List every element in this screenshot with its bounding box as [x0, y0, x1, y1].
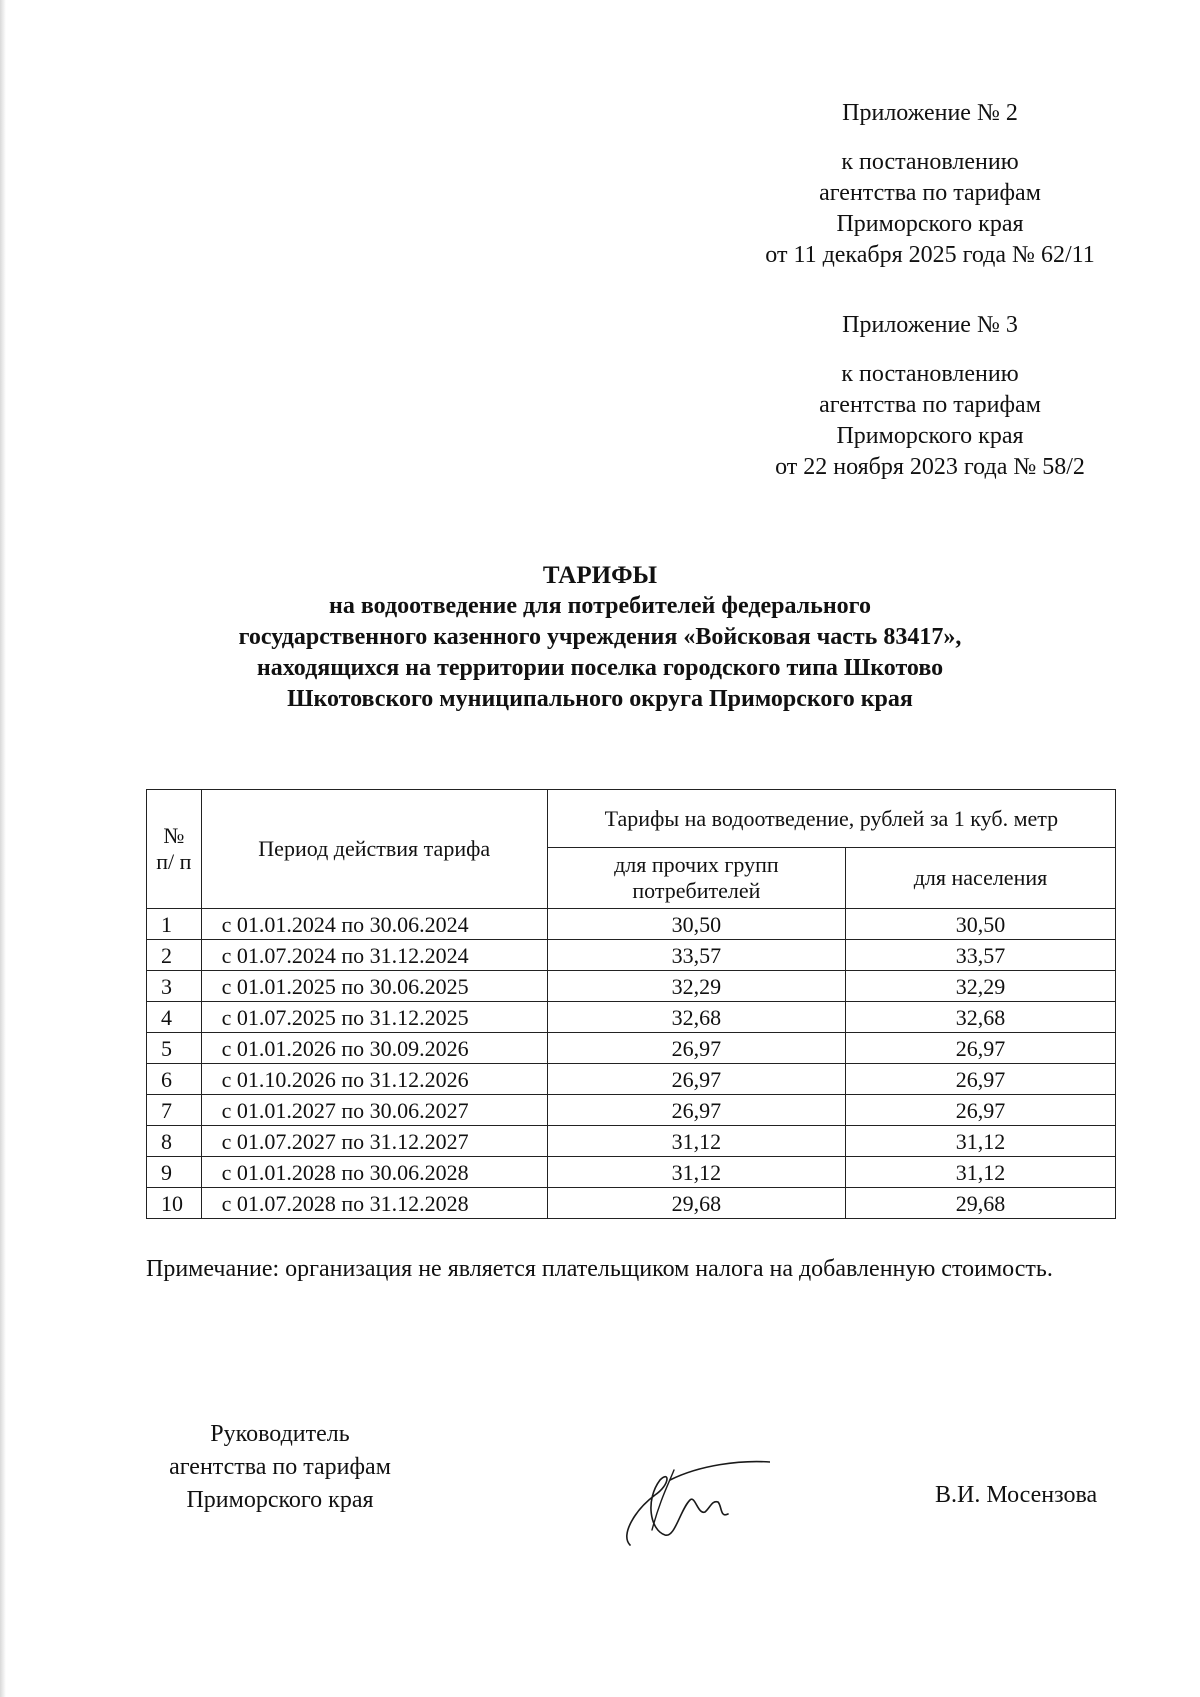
table-row	[147, 1188, 1116, 1219]
row-period-cell: с 01.10.2026 по 31.12.2026	[201, 1064, 547, 1095]
row-population-tariff-cell: 32,29	[845, 971, 1115, 1002]
row-period-cell: с 01.07.2027 по 31.12.2027	[201, 1126, 547, 1157]
table-row	[147, 940, 1116, 971]
row-population-tariff-cell: 31,12	[845, 1126, 1115, 1157]
row-number-cell: 6	[147, 1064, 202, 1095]
appendix-2-line: агентства по тарифам	[819, 180, 1041, 206]
row-number-cell: 2	[147, 940, 202, 971]
appendix-3-line: агентства по тарифам	[819, 392, 1041, 418]
heading-line: государственного казенного учреждения «Войсковая часть 83417»,	[238, 624, 962, 650]
scan-edge-shadow	[0, 0, 6, 1697]
row-number-cell: 7	[147, 1095, 202, 1126]
tariffs-table	[146, 789, 1116, 1219]
handwritten-signature-icon	[610, 1440, 770, 1560]
row-other-tariff-cell: 26,97	[547, 1095, 845, 1126]
table-body	[147, 909, 1116, 1219]
appendix-2-line: от 11 декабря 2025 года № 62/11	[765, 242, 1095, 268]
appendix-3-line: Приморского края	[836, 423, 1024, 449]
row-population-tariff-cell: 30,50	[845, 909, 1115, 940]
row-other-tariff-cell: 33,57	[547, 940, 845, 971]
row-other-tariff-cell: 30,50	[547, 909, 845, 940]
row-other-tariff-cell: 32,29	[547, 971, 845, 1002]
row-period-cell: с 01.01.2027 по 30.06.2027	[201, 1095, 547, 1126]
row-population-tariff-cell: 26,97	[845, 1064, 1115, 1095]
row-other-tariff-cell: 26,97	[547, 1064, 845, 1095]
document-title: ТАРИФЫ	[542, 562, 658, 589]
table-row	[147, 1064, 1116, 1095]
table-row	[147, 1126, 1116, 1157]
row-period-cell: с 01.07.2025 по 31.12.2025	[201, 1002, 547, 1033]
row-other-tariff-cell: 31,12	[547, 1157, 845, 1188]
appendix-3-line: к постановлению	[841, 361, 1019, 387]
header-tariff-group: Тарифы на водоотведение, рублей за 1 куб. метр	[547, 790, 1115, 848]
heading-line: находящихся на территории поселка городского типа Шкотово	[256, 655, 944, 681]
row-period-cell: с 01.07.2028 по 31.12.2028	[201, 1188, 547, 1219]
header-period: Период действия тарифа	[201, 790, 547, 909]
row-number-cell: 1	[147, 909, 202, 940]
table-row	[147, 971, 1116, 1002]
heading-line: на водоотведение для потребителей федерального	[329, 593, 871, 619]
row-period-cell: с 01.07.2024 по 31.12.2024	[201, 940, 547, 971]
table-row	[147, 1033, 1116, 1064]
row-number-cell: 5	[147, 1033, 202, 1064]
table-row	[147, 1157, 1116, 1188]
heading-line: Шкотовского муниципального округа Приморского края	[287, 686, 913, 712]
table-row	[147, 1002, 1116, 1033]
signer-name: В.И. Мосензова	[935, 1482, 1098, 1508]
appendix-2-title: Приложение № 2	[842, 100, 1018, 126]
signer-position-line: Руководитель	[210, 1421, 350, 1447]
table-row	[147, 909, 1116, 940]
header-num: № п/ п	[147, 790, 202, 909]
appendix-3-block	[690, 310, 1170, 483]
row-population-tariff-cell: 31,12	[845, 1157, 1115, 1188]
row-period-cell: с 01.01.2028 по 30.06.2028	[201, 1157, 547, 1188]
signer-position	[140, 1418, 420, 1517]
row-number-cell: 9	[147, 1157, 202, 1188]
row-population-tariff-cell: 32,68	[845, 1002, 1115, 1033]
row-other-tariff-cell: 32,68	[547, 1002, 845, 1033]
row-period-cell: с 01.01.2026 по 30.09.2026	[201, 1033, 547, 1064]
row-other-tariff-cell: 26,97	[547, 1033, 845, 1064]
row-population-tariff-cell: 33,57	[845, 940, 1115, 971]
header-other-consumers: для прочих групп потребителей	[547, 848, 845, 909]
row-other-tariff-cell: 29,68	[547, 1188, 845, 1219]
signer-position-line: агентства по тарифам	[169, 1454, 391, 1480]
appendix-2-line: к постановлению	[841, 149, 1019, 175]
row-population-tariff-cell: 29,68	[845, 1188, 1115, 1219]
row-population-tariff-cell: 26,97	[845, 1095, 1115, 1126]
signer-position-line: Приморского края	[186, 1487, 374, 1513]
header-population: для населения	[845, 848, 1115, 909]
row-period-cell: с 01.01.2024 по 30.06.2024	[201, 909, 547, 940]
table-row	[147, 1095, 1116, 1126]
row-period-cell: с 01.01.2025 по 30.06.2025	[201, 971, 547, 1002]
appendix-3-line: от 22 ноября 2023 года № 58/2	[775, 454, 1085, 480]
row-number-cell: 8	[147, 1126, 202, 1157]
row-population-tariff-cell: 26,97	[845, 1033, 1115, 1064]
appendix-3-title: Приложение № 3	[842, 312, 1018, 338]
document-heading	[120, 560, 1080, 715]
row-number-cell: 10	[147, 1188, 202, 1219]
row-number-cell: 4	[147, 1002, 202, 1033]
row-other-tariff-cell: 31,12	[547, 1126, 845, 1157]
appendix-2-line: Приморского края	[836, 211, 1024, 237]
table-header-row	[147, 790, 1116, 848]
note-text: Примечание: организация не является плательщиком налога на добавленную стоимость.	[146, 1256, 1053, 1282]
row-number-cell: 3	[147, 971, 202, 1002]
appendix-2-block	[690, 98, 1170, 271]
